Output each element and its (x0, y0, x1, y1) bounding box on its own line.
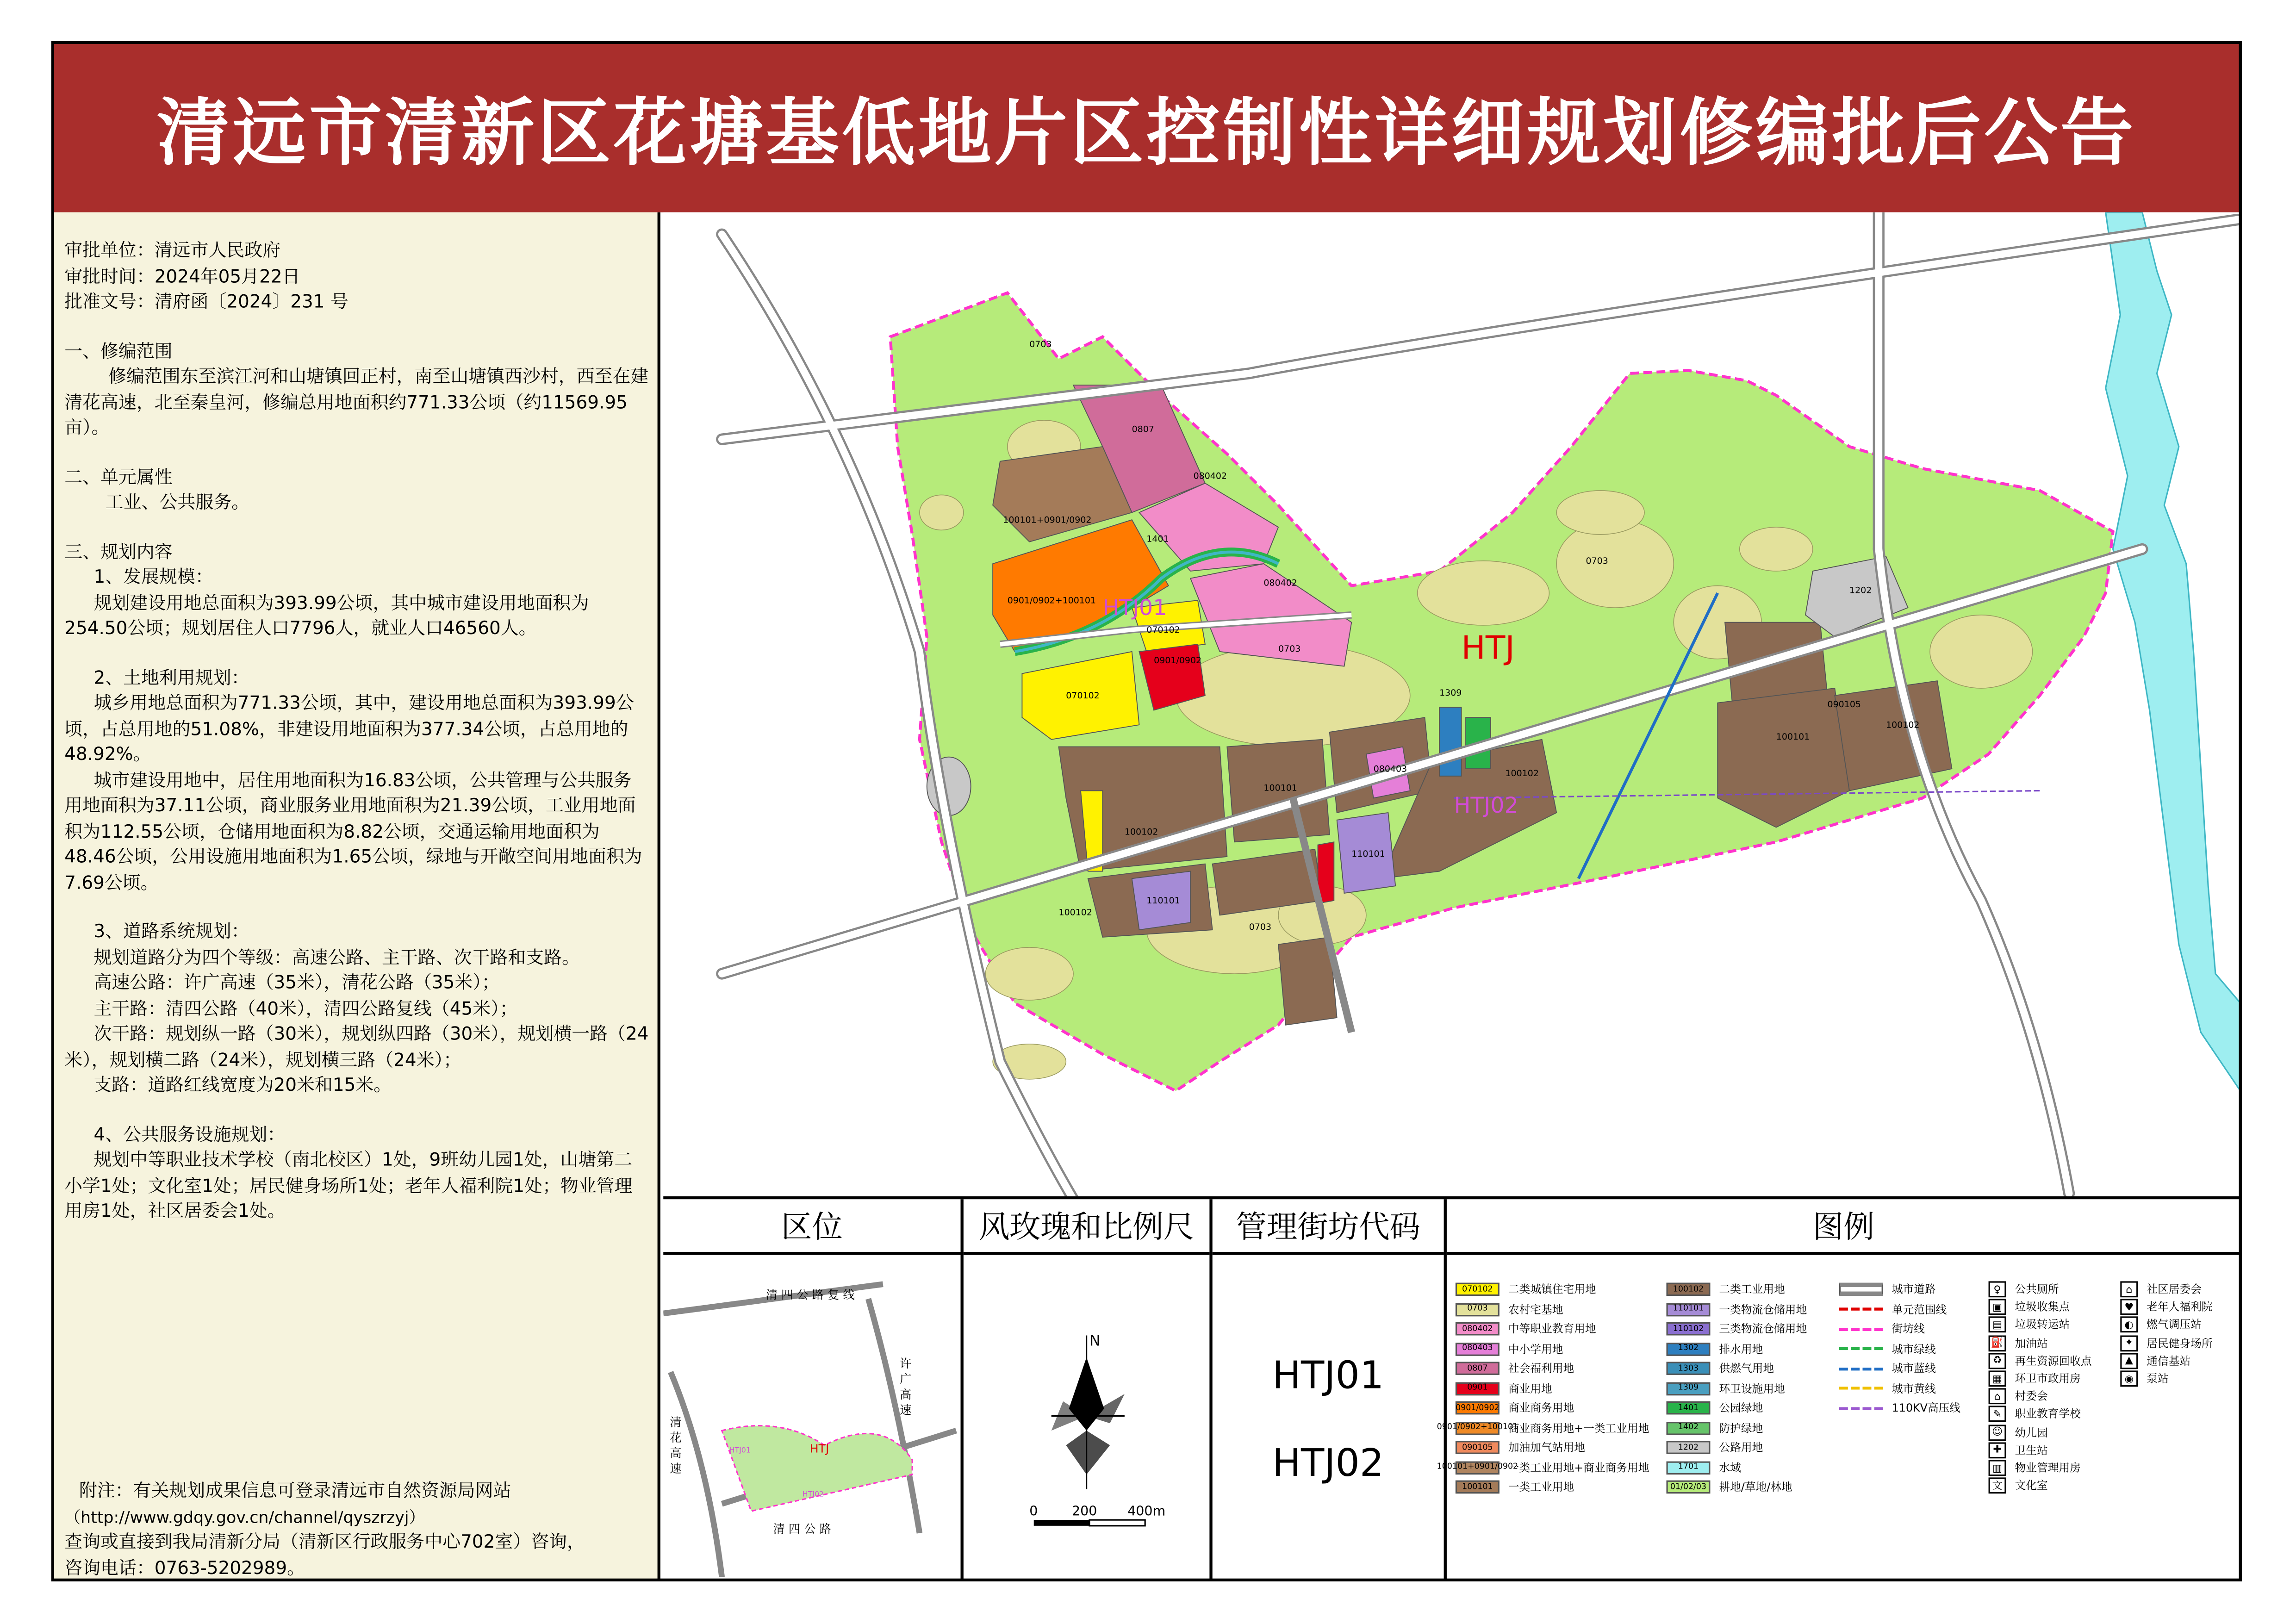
section-3-3-body: 规划道路分为四个等级：高速公路、主干路、次干路和支路。 (93, 946, 580, 967)
scale-200: 200 (1071, 1503, 1097, 1519)
legend-label: 社区居委会 (2147, 1282, 2202, 1296)
section-3-3-line-4: 支路：道路红线宽度为20米和15米。 (93, 1075, 392, 1095)
legend-label: 公路用地 (1719, 1441, 1763, 1454)
legend-label: 农村宅基地 (1508, 1302, 1563, 1316)
legend-label: 加油加气站用地 (1508, 1441, 1585, 1454)
legend-swatch: 090105 (1456, 1441, 1500, 1454)
svg-text:100101+0901/0902: 100101+0901/0902 (1003, 515, 1092, 525)
svg-text:0703: 0703 (1586, 556, 1608, 566)
svg-text:1401: 1401 (1146, 534, 1169, 544)
legend-label: 公共厕所 (2015, 1282, 2059, 1296)
legend-swatch: 1302 (1667, 1342, 1711, 1355)
legend-swatch: 1202 (1667, 1441, 1711, 1454)
legend-label: 耕地/草地/林地 (1719, 1480, 1792, 1494)
loc-htj: HTJ (809, 1442, 829, 1456)
label-htj02: HTJ02 (1454, 792, 1518, 818)
svg-text:070102: 070102 (1146, 624, 1180, 635)
code-htj02: HTJ02 (1272, 1442, 1384, 1487)
legend-facility-icon: ☺ (1989, 1424, 2006, 1440)
footer-line-3: 查询或直接到我局清新分局（清新区行政服务中心702室）咨询， (64, 1531, 585, 1552)
section-2-body: 工业、公共服务。 (105, 492, 250, 513)
legend-label: 幼儿园 (2015, 1425, 2048, 1439)
svg-text:100102: 100102 (1505, 768, 1539, 778)
legend-label: 防护绿地 (1719, 1421, 1763, 1435)
code-heading: 管理街坊代码 (1213, 1199, 1444, 1255)
section-3-3-heading: 3、道路系统规划： (93, 921, 249, 942)
legend-label: 商业商务用地+一类工业用地 (1508, 1421, 1649, 1435)
legend-facility-icon: ✦ (2120, 1335, 2138, 1351)
section-3-4-heading: 4、公共服务设施规划： (93, 1124, 286, 1145)
legend-facility-icon: ⌂ (2120, 1281, 2138, 1297)
legend-facility-icon: ♥ (2120, 1299, 2138, 1315)
label-htj01: HTJ01 (1102, 595, 1167, 621)
legend-swatch: 110102 (1667, 1322, 1711, 1335)
document-number: 批准文号：清府函〔2024〕231 号 (64, 291, 348, 312)
svg-text:070102: 070102 (1066, 691, 1100, 701)
section-2-heading: 二、单元属性 (64, 466, 173, 487)
svg-text:0703: 0703 (1029, 339, 1052, 349)
svg-text:0901/0902+100101: 0901/0902+100101 (1007, 595, 1096, 606)
legend-swatch: 0901 (1456, 1381, 1500, 1394)
scale-400: 400m (1127, 1503, 1166, 1519)
legend-heading: 图例 (1447, 1199, 2240, 1255)
section-3-2-heading: 2、土地利用规划： (93, 667, 249, 688)
legend-label: 中等职业教育用地 (1508, 1322, 1596, 1336)
svg-text:110101: 110101 (1146, 896, 1180, 906)
page-title: 清远市清新区花塘基低地片区控制性详细规划修编批后公告 (156, 91, 2137, 176)
legend-label: 单元范围线 (1892, 1302, 1947, 1316)
legend-swatch: 1402 (1667, 1421, 1711, 1434)
section-3-3-line-1: 高速公路：许广高速（35米），清花公路（35米）； (93, 972, 500, 993)
svg-text:100102: 100102 (1124, 827, 1158, 837)
footer-line-1: 附注：有关规划成果信息可登录清远市自然资源局网站 (79, 1480, 511, 1501)
svg-text:080402: 080402 (1193, 471, 1227, 481)
section-1-body: 修编范围东至滨江河和山塘镇回正村，南至山塘镇西沙村，西至在建清花高速，北至秦皇河，修编总用地面积约771.33公顷（约11569.95亩）。 (64, 366, 649, 438)
legend-label: 一类物流仓储用地 (1719, 1302, 1807, 1316)
legend-label: 一类工业用地 (1508, 1480, 1574, 1494)
legend-label: 街坊线 (1892, 1322, 1925, 1336)
legend-label: 商业用地 (1508, 1381, 1552, 1395)
loc-road-bottom: 清 四 公 路 (773, 1522, 831, 1536)
legend-facility-icon: ◉ (2120, 1370, 2138, 1387)
location-heading: 区位 (663, 1199, 960, 1255)
legend-label: 三类物流仓储用地 (1719, 1322, 1807, 1336)
legend-label: 再生资源回收点 (2015, 1354, 2092, 1368)
legend-label: 一类工业用地+商业商务用地 (1508, 1460, 1649, 1474)
legend-swatch: 0901/0902+100101 (1456, 1421, 1500, 1434)
legend-facility-icon: 文 (1989, 1478, 2006, 1494)
legend-label: 泵站 (2147, 1372, 2169, 1386)
svg-text:080402: 080402 (1263, 578, 1297, 588)
legend-label: 垃圾转运站 (2015, 1318, 2070, 1332)
svg-text:0901/0902: 0901/0902 (1154, 655, 1202, 666)
legend-label: 城市黄线 (1892, 1381, 1936, 1395)
svg-text:0703: 0703 (1249, 922, 1272, 933)
legend-swatch: 080403 (1456, 1342, 1500, 1355)
section-3-1-heading: 1、发展规模： (93, 566, 213, 587)
legend-label: 城市绿线 (1892, 1342, 1936, 1356)
svg-text:100102: 100102 (1058, 907, 1092, 918)
legend-facility-icon: ⛽ (1989, 1335, 2006, 1351)
loc-htj01: HTJ01 (729, 1445, 751, 1455)
svg-text:100101: 100101 (1776, 731, 1810, 742)
section-3-2-body-b: 城市建设用地中，居住用地面积为16.83公顷，公共管理与公共服务用地面积为37.11公顷，商业服务业用地面积为21.39公顷，工业用地面积为112.55公顷，仓储用地面积为8.82公顷，交通运输用地面积为48.46公顷，公用设施用地面积为1.65公顷，绿地与开敞空间用地面积为7.69公顷。 (64, 769, 642, 893)
legend-label: 环卫设施用地 (1719, 1381, 1785, 1395)
legend-facility-icon: ✚ (1989, 1442, 2006, 1458)
approver: 审批单位：清远市人民政府 (64, 240, 281, 261)
svg-text:100101: 100101 (1263, 783, 1297, 793)
code-htj01: HTJ01 (1272, 1354, 1384, 1399)
svg-text:0703: 0703 (1278, 643, 1301, 654)
footer-line-2[interactable]: （http://www.gdqy.gov.cn/channel/qyszrzyj） (64, 1507, 425, 1527)
legend-facility-icon: ▥ (1989, 1460, 2006, 1476)
legend-facility-icon: ✎ (1989, 1406, 2006, 1423)
legend-label: 城市蓝线 (1892, 1362, 1936, 1375)
legend-swatch: 1303 (1667, 1362, 1711, 1375)
legend-label: 加油站 (2015, 1336, 2048, 1350)
section-3-2-body-a: 城乡用地总面积为771.33公顷，其中，建设用地总面积为393.99公顷，占总用地的51.08%，非建设用地面积为377.34公顷，占总用地的48.92%。 (64, 692, 634, 765)
loc-road-right: 许 广 高 速 (898, 1357, 912, 1416)
compass-heading: 风玫瑰和比例尺 (964, 1199, 1210, 1255)
legend-label: 老年人福利院 (2147, 1300, 2213, 1314)
north-label: N (1089, 1332, 1101, 1350)
section-1-heading: 一、修编范围 (64, 340, 173, 361)
legend-facility-icon: ◐ (2120, 1317, 2138, 1333)
legend-label: 商业商务用地 (1508, 1401, 1574, 1415)
svg-text:090105: 090105 (1827, 699, 1861, 710)
legend-label: 卫生站 (2015, 1443, 2048, 1457)
section-3-1-body: 规划建设用地总面积为393.99公顷，其中城市建设用地面积为254.50公顷；规划居住人口7796人，就业人口46560人。 (64, 592, 589, 639)
approval-date: 审批时间：2024年05月22日 (64, 266, 300, 286)
scale-0: 0 (1029, 1503, 1038, 1519)
legend-label: 垃圾收集点 (2015, 1300, 2070, 1314)
legend-facility-icon: ♻ (1989, 1353, 2006, 1369)
legend-swatch: 1401 (1667, 1401, 1711, 1414)
legend-facility-icon: ▣ (1989, 1299, 2006, 1315)
legend-label: 二类城镇住宅用地 (1508, 1282, 1596, 1296)
loc-road-top: 清 四 公 路 复 线 (765, 1288, 855, 1302)
legend-swatch: 0901/0902 (1456, 1401, 1500, 1414)
legend-label: 公园绿地 (1719, 1401, 1763, 1415)
legend-label: 水域 (1719, 1460, 1741, 1474)
legend-label: 排水用地 (1719, 1342, 1763, 1356)
loc-road-left: 清 花 高 速 (668, 1416, 682, 1474)
legend-facility-icon: ▲ (2120, 1353, 2138, 1369)
legend-swatch: 01/02/03 (1667, 1481, 1711, 1493)
legend-label: 燃气调压站 (2147, 1318, 2202, 1332)
legend-label: 物业管理用房 (2015, 1461, 2081, 1475)
legend-label: 社会福利用地 (1508, 1362, 1574, 1375)
legend-label: 居民健身场所 (2147, 1336, 2213, 1350)
svg-text:110101: 110101 (1351, 848, 1385, 859)
legend-swatch: 0703 (1456, 1302, 1500, 1315)
legend-swatch: 080402 (1456, 1322, 1500, 1335)
loc-htj02: HTJ02 (802, 1489, 824, 1499)
legend-label: 村委会 (2015, 1390, 2048, 1403)
legend-label: 供燃气用地 (1719, 1362, 1774, 1375)
svg-text:080403: 080403 (1373, 764, 1407, 774)
svg-text:0807: 0807 (1132, 424, 1154, 435)
legend-swatch: 1701 (1667, 1461, 1711, 1474)
legend-swatch: 070102 (1456, 1283, 1500, 1296)
legend-facility-icon: ♀ (1989, 1281, 2006, 1297)
section-3-3-line-2: 主干路：清四公路（40米），清四公路复线（45米）； (93, 998, 518, 1019)
svg-text:1309: 1309 (1439, 687, 1462, 698)
legend-label: 二类工业用地 (1719, 1282, 1785, 1296)
svg-text:100102: 100102 (1886, 720, 1920, 730)
legend-swatch: 1309 (1667, 1381, 1711, 1394)
legend-facility-icon: ▦ (1989, 1370, 2006, 1387)
section-3-heading: 三、规划内容 (64, 541, 173, 562)
legend-label: 110KV高压线 (1892, 1401, 1961, 1415)
legend-label: 环卫市政用房 (2015, 1372, 2081, 1386)
legend-facility-icon: ⌂ (1989, 1388, 2006, 1405)
legend-swatch: 100101 (1456, 1481, 1500, 1493)
section-3-4-body: 规划中等职业技术学校（南北校区）1处，9班幼儿园1处，山塘第二小学1处；文化室1处；居民健身场所1处；老年人福利院1处；物业管理用房1处，社区居委会1处。 (64, 1149, 633, 1221)
legend-label: 文化室 (2015, 1479, 2048, 1493)
legend-label: 通信基站 (2147, 1354, 2191, 1368)
legend-swatch: 0807 (1456, 1362, 1500, 1375)
legend-swatch: 110101 (1667, 1302, 1711, 1315)
legend-label: 城市道路 (1892, 1282, 1936, 1296)
section-3-3-line-3: 次干路：规划纵一路（30米），规划纵四路（30米），规划横一路（24米），规划横二路（24米），规划横三路（24米）； (64, 1023, 649, 1070)
legend-label: 职业教育学校 (2015, 1407, 2081, 1421)
legend-swatch: 100102 (1667, 1283, 1711, 1296)
legend-swatch: 100101+0901/0902 (1456, 1461, 1500, 1474)
legend-facility-icon: ▤ (1989, 1317, 2006, 1333)
outer-frame (51, 41, 2242, 1581)
svg-text:1202: 1202 (1849, 585, 1872, 596)
legend-label: 中小学用地 (1508, 1342, 1563, 1356)
footer-line-4: 咨询电话：0763-5202989。 (64, 1557, 305, 1578)
label-htj: HTJ (1461, 629, 1515, 667)
